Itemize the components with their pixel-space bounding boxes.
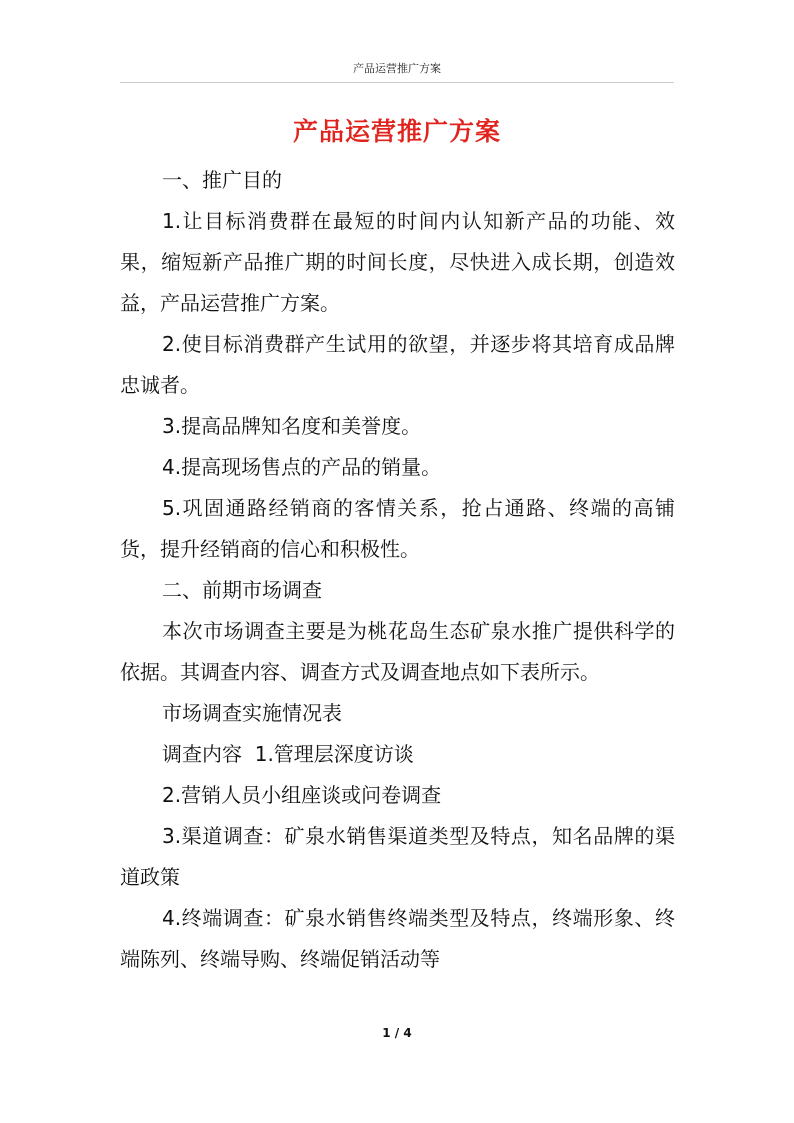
goal-item-4: 4.提高现场售点的产品的销量。 [162,455,442,479]
research-item-3: 3.渠道调查：矿泉水销售渠道类型及特点，知名品牌的渠道政策 [120,824,675,889]
research-item-2: 2.营销人员小组座谈或问卷调查 [162,783,442,807]
research-item-1: 调查内容 1.管理层深度访谈 [162,742,414,766]
document-body [120,160,675,980]
header-divider [120,82,674,83]
section-heading-research: 二、前期市场调查 [162,578,322,602]
goal-item-1: 1.让目标消费群在最短的时间内认知新产品的功能、效果，缩短新产品推广期的时间长度，尽快进入成长期，创造效益，产品运营推广方案。 [120,209,675,315]
running-header: 产品运营推广方案 [353,62,441,75]
section-heading-goals: 一、推广目的 [162,168,282,192]
research-item-4: 4.终端调查：矿泉水销售终端类型及特点，终端形象、终端陈列、终端导购、终端促销活动等 [120,906,675,971]
page-number: 1 / 4 [382,1026,412,1040]
goal-item-2: 2.使目标消费群产生试用的欲望，并逐步将其培育成品牌忠诚者。 [120,332,675,397]
goal-item-5: 5.巩固通路经销商的客情关系，抢占通路、终端的高铺货，提升经销商的信心和积极性。 [120,496,675,561]
goal-item-3: 3.提高品牌知名度和美誉度。 [162,414,422,438]
document-title: 产品运营推广方案 [292,117,501,146]
research-table-caption: 市场调查实施情况表 [162,701,342,725]
research-intro: 本次市场调查主要是为桃花岛生态矿泉水推广提供科学的依据。其调查内容、调查方式及调查地点如下表所示。 [120,619,675,684]
